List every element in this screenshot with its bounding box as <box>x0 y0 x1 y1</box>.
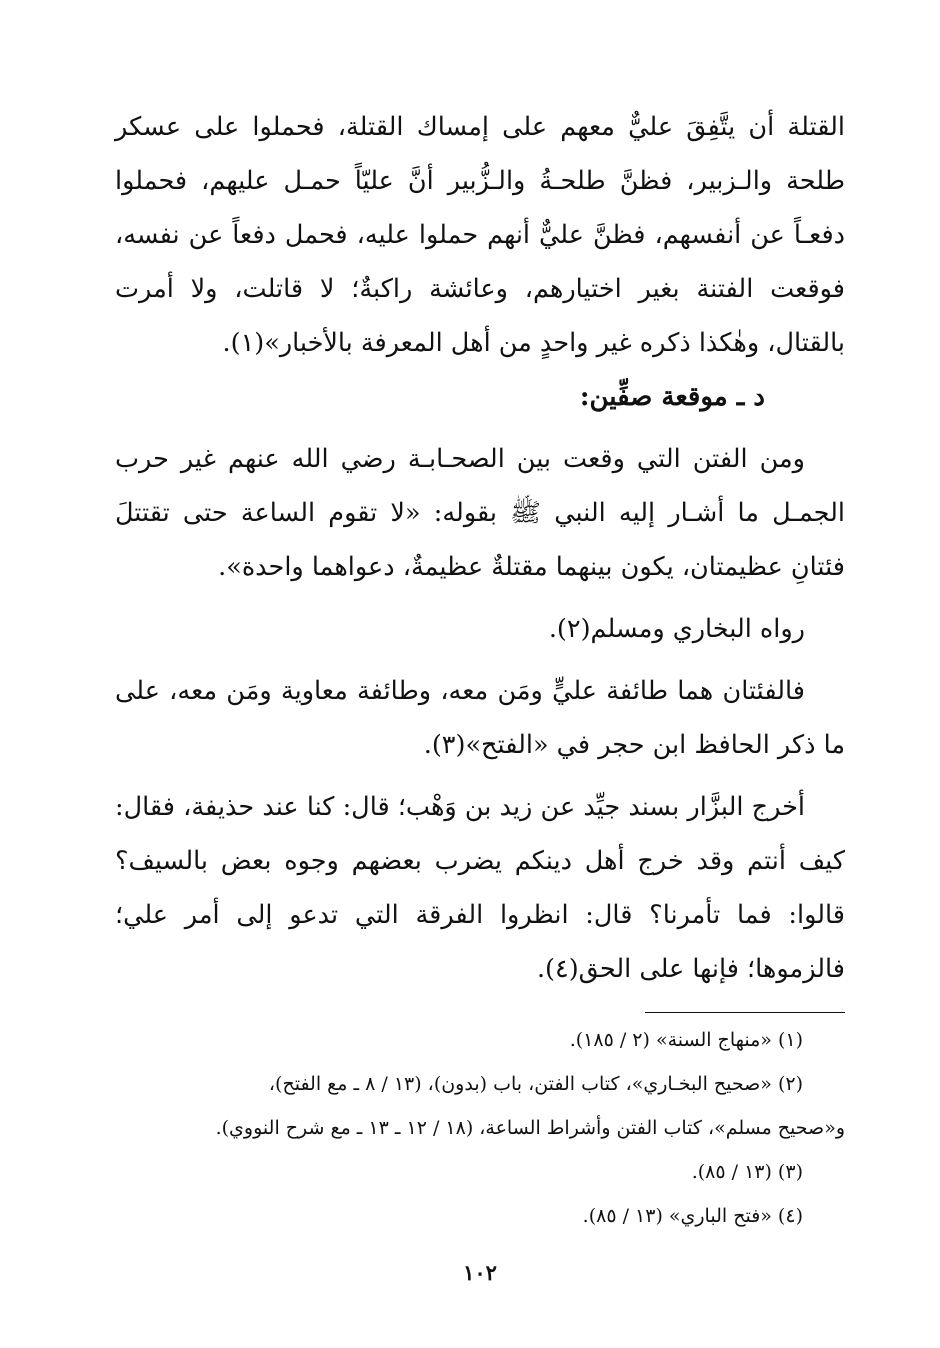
paragraph-bazzar-narration: أخرج البزَّار بسند جيِّد عن زيد بن وَهْب؛ قال: كنا عند حذيفة، فقال: كيف أنتم وقد خرج أهل دينكم يضرب بعضهم وجوه بعض بالسيف؟ قالوا: فما تأمرنا؟ قال: انظروا الفرقة التي تدعو إلى أمر علي؛ فالزموها؛ فإنها على الحق(٤). <box>115 792 845 984</box>
paragraph-battle-of-camel-end: القتلة أن يتَّفِقَ عليٌّ معهم على إمساك القتلة، فحملوا على عسكر طلحة والـزبير، فظنَّ طلحـةُ والـزُّبير أنَّ عليّاً حمـل عليهم، فحملوا دفعـاً عن أنفسهم، فظنَّ عليٌّ أنهم حملوا عليه، فحمل دفعاً عن نفسه، فوقعت الفتنة بغير اختيارهم، وعائشة راكبةٌ؛ لا قاتلت، ولا أمرت بالقتال، وهٰكذا ذكره غير واحدٍ من أهل المعرفة بالأخبار»(١). <box>115 112 845 358</box>
footnotes <box>115 1018 845 1238</box>
footnote-3: (٣) (١٣ / ٨٥). <box>691 1161 803 1183</box>
footnote-1: (١) «منهاج السنة» (٢ / ١٨٥). <box>569 1029 803 1051</box>
footnote-2: (٢) «صحيح البخـاري»، كتاب الفتن، باب (بدون)، (١٣ / ٨ ـ مع الفتح)، <box>268 1073 803 1095</box>
paragraph-siffin-hadith: ومن الفتن التي وقعت بين الصحـابـة رضي الله عنهم غير حرب الجمـل ما أشـار إليه النبي ﷺ بقوله: «لا تقوم الساعة حتى تقتتلَ فئتانِ عظيمتان، يكون بينهما مقتلةٌ عظيمةٌ، دعواهما واحدة». <box>115 444 845 582</box>
section-heading-siffin: د ـ موقعة صفِّين: <box>579 382 765 412</box>
book-page <box>115 100 845 1300</box>
page-number: ١٠٢ <box>463 1260 497 1285</box>
footnote-2-continued: و«صحيح مسلم»، كتاب الفتن وأشراط الساعة، (١٨ / ١٢ ـ ١٣ ـ مع شرح النووي). <box>215 1117 845 1139</box>
footnote-divider <box>645 1012 845 1013</box>
main-text <box>115 100 845 996</box>
footnote-4: (٤) «فتح الباري» (١٣ / ٨٥). <box>582 1205 803 1227</box>
paragraph-narration-source: رواه البخاري ومسلم(٢). <box>548 614 805 644</box>
paragraph-two-groups: فالفئتان هما طائفة عليٍّ ومَن معه، وطائفة معاوية ومَن معه، على ما ذكر الحافظ ابن حجر في «الفتح»(٣). <box>115 676 845 760</box>
